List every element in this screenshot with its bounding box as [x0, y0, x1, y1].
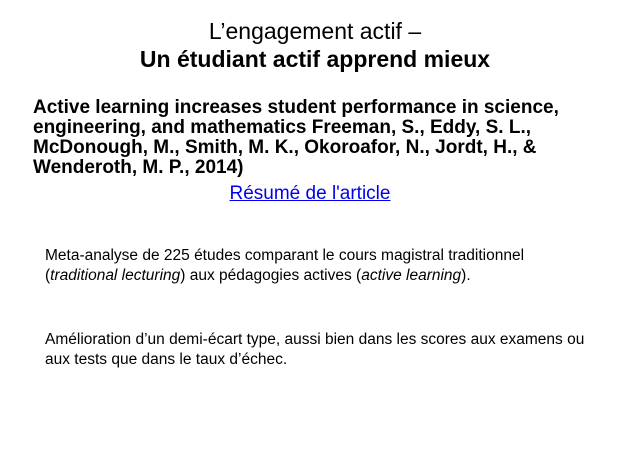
improvement-paragraph: Amélioration d’un demi-écart type, aussi bien dans les scores aux examens ou aux tests que dans le taux d’échec. — [45, 331, 585, 368]
paragraph1-text-1: Meta-analyse de 225 études comparant le cours magistral traditionnel ( — [45, 247, 525, 284]
paragraph1-italic-1: traditional lecturing — [50, 267, 181, 284]
meta-analysis-paragraph — [45, 246, 590, 286]
title-line-1: L’engagement actif – — [208, 18, 422, 44]
paragraph1-text-2: ) aux pédagogies actives ( — [180, 267, 362, 284]
article-summary-link-container — [0, 183, 620, 205]
paragraph1-italic-2: active learning — [361, 267, 462, 284]
title-line-2: Un étudiant actif apprend mieux — [139, 46, 491, 72]
article-summary-link[interactable]: Résumé de l'article — [229, 183, 391, 204]
article-reference: Active learning increases student performance in science, engineering, and mathematics Freeman, S., Eddy, S. L., McDonough, M., Smith, M. K., Okoroafor, N., Jordt, H., & Wenderoth, M. P., 2014) — [33, 97, 559, 178]
slide-title — [0, 17, 630, 73]
paragraph1-text-3: ). — [461, 267, 471, 284]
